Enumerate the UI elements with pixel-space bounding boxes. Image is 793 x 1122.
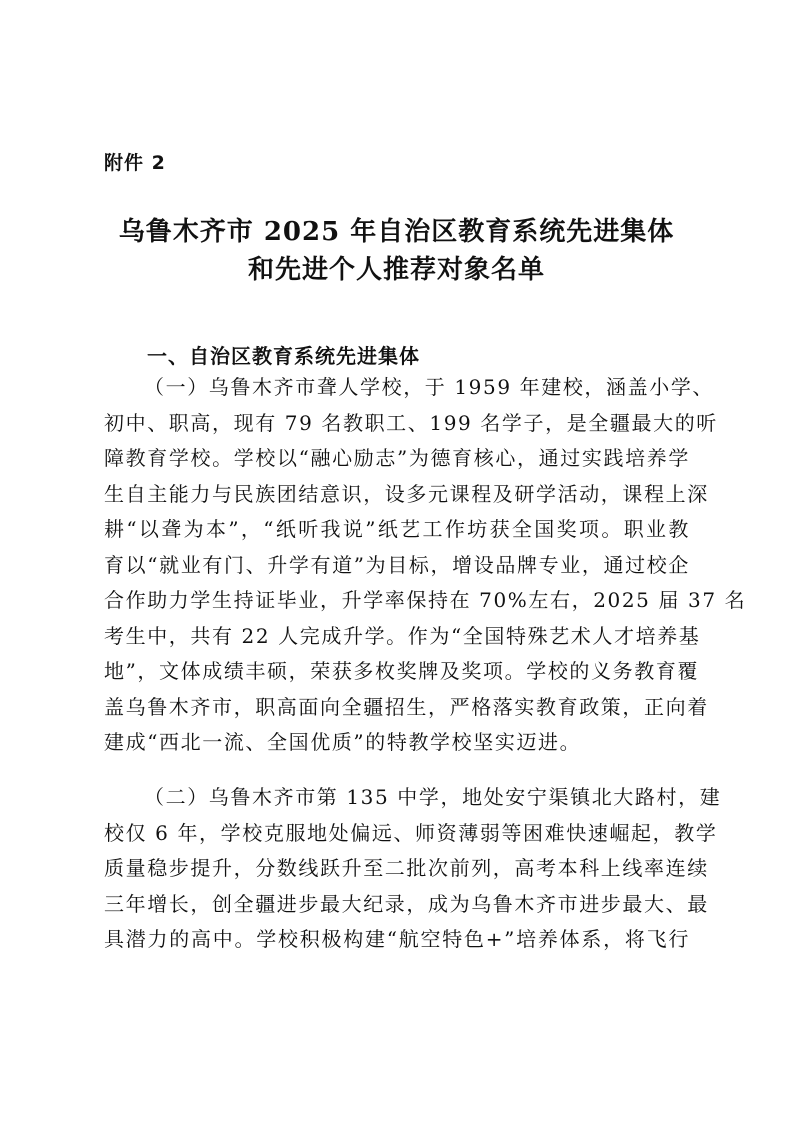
title-line-2: 和先进个人推荐对象名单 — [247, 255, 545, 285]
paragraph-deaf-school — [104, 370, 747, 761]
paragraph-line: 建成“西北一流、全国优质”的特教学校坚实迈进。 — [104, 730, 582, 754]
attachment-label: 附件 2 — [104, 152, 166, 174]
title-line-1: 乌鲁木齐市 2025 年自治区教育系统先进集体 — [118, 217, 675, 247]
paragraph-line: 初中、职高，现有 79 名教职工、199 名学子，是全疆最大的听 — [104, 410, 718, 435]
paragraph-line: 具潜力的高中。学校积极构建“航空特色+”培养体系，将飞行 — [104, 927, 690, 951]
paragraph-line: 质量稳步提升，分数线跃升至二批次前列，高考本科上线率连续 — [104, 856, 709, 880]
paragraph-school-135 — [104, 780, 722, 958]
document-title — [90, 213, 703, 289]
paragraph-line: （二）乌鲁木齐市第 135 中学，地处安宁渠镇北大路村，建 — [144, 785, 722, 809]
paragraph-line: 地”，文体成绩丰硕，荣获多枚奖牌及奖项。学校的义务教育覆 — [104, 659, 700, 683]
paragraph-line: 耕“以聋为本”，“纸听我说”纸艺工作坊获全国奖项。职业教 — [104, 517, 690, 541]
paragraph-line: 考生中，共有 22 人完成升学。作为“全国特殊艺术人才培养基 — [104, 623, 701, 648]
paragraph-line: 校仅 6 年，学校克服地处偏远、师资薄弱等困难快速崛起，教学 — [104, 820, 718, 845]
paragraph-line: （一）乌鲁木齐市聋人学校，于 1959 年建校，涵盖小学、 — [144, 375, 715, 399]
paragraph-line: 合作助力学生持证毕业，升学率保持在 70%左右，2025 届 37 名 — [104, 588, 747, 612]
paragraph-line: 三年增长，创全疆进步最大纪录，成为乌鲁木齐市进步最大、最 — [104, 891, 709, 916]
section-heading: 一、自治区教育系统先进集体 — [147, 344, 420, 368]
paragraph-line: 育以“就业有门、升学有道”为目标，增设品牌专业，通过校企 — [104, 552, 690, 577]
paragraph-line: 盖乌鲁木齐市，职高面向全疆招生，严格落实教育政策，正向着 — [104, 694, 709, 719]
paragraph-line: 障教育学校。学校以“融心励志”为德育核心，通过实践培养学 — [104, 446, 690, 470]
paragraph-line: 生自主能力与民族团结意识，设多元课程及研学活动，课程上深 — [104, 481, 709, 506]
